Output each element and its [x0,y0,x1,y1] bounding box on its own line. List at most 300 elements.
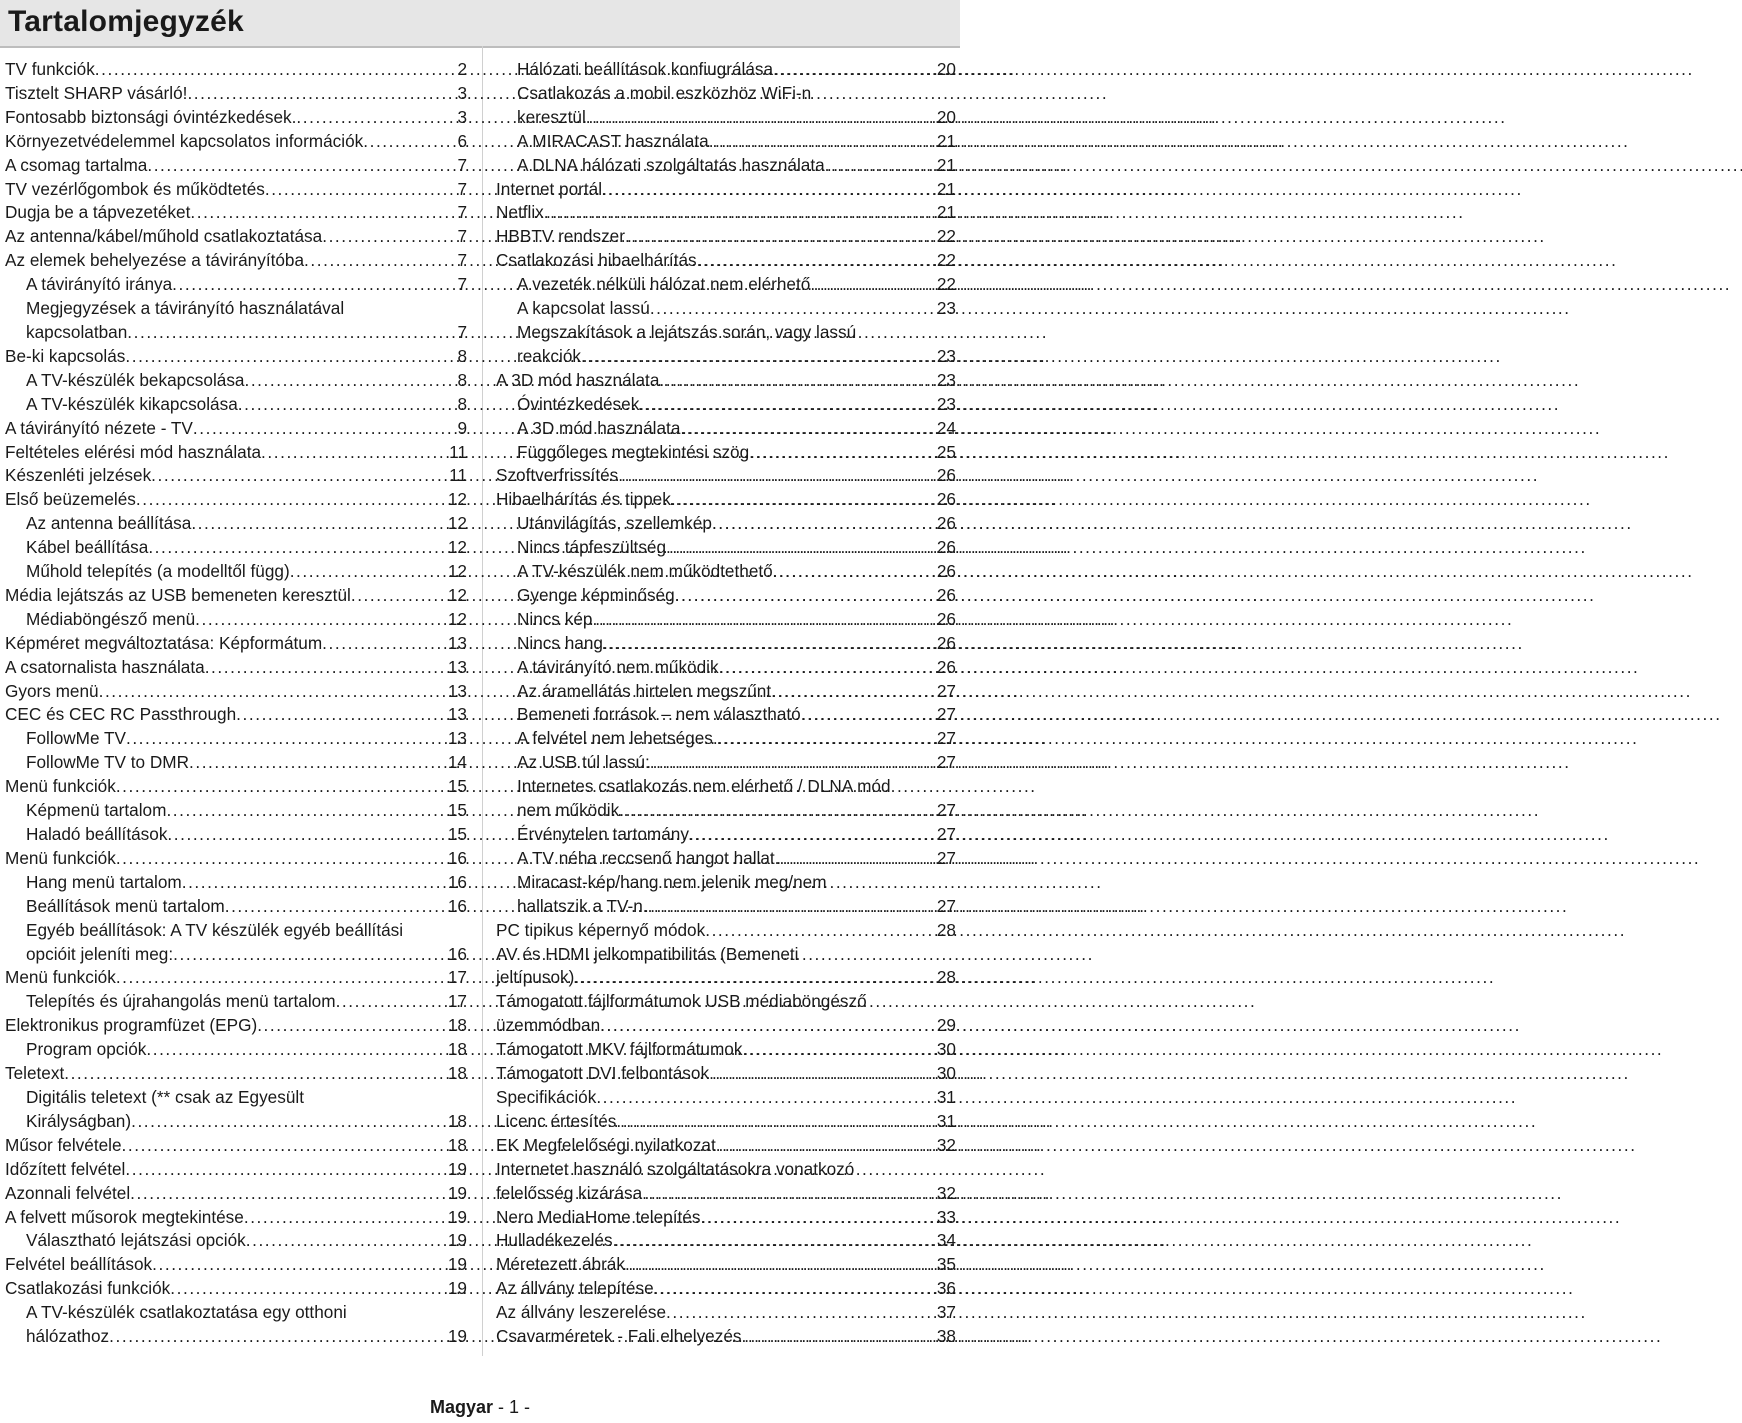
toc-entry[interactable] [496,560,956,584]
toc-entry[interactable] [496,1229,956,1253]
toc-entry-title: A DLNA hálózati szolgáltatás használata [517,154,825,175]
toc-entry-title-line: Digitális teletext (** csak az Egyesült [26,1086,304,1107]
toc-leader-dots [167,823,446,847]
toc-entry-title-line: Megjegyzések a távirányító használatával [26,298,345,319]
toc-entry-line [26,1325,467,1349]
toc-entry-title: Internet portál [496,178,603,199]
toc-page-number: 12 [447,489,467,510]
toc-entry-line [5,1182,467,1206]
toc-entry[interactable] [496,1134,956,1158]
toc-page-number: 13 [447,632,467,653]
toc-entry-title: A kapcsolat lassú [517,298,650,319]
toc-entry[interactable] [496,656,956,680]
toc-page-number: 15 [447,824,467,844]
toc-entry[interactable] [5,895,467,919]
toc-entry[interactable] [496,1062,956,1086]
toc-entry[interactable] [5,130,467,154]
toc-page-number: 18 [447,1015,467,1036]
toc-entry[interactable] [496,536,956,560]
footer-language: Magyar [429,1397,493,1417]
toc-entry-line [26,751,467,775]
toc-leader-dots [193,417,457,441]
toc-entry-title: Képmenü tartalom [26,800,167,821]
toc-entry[interactable] [496,1158,956,1206]
toc-entry-title: Gyenge képminőség [517,584,675,605]
toc-entry-line [496,1253,956,1277]
toc-entry-title: Készenléti jelzések [5,465,152,486]
toc-entry-line [517,273,956,297]
toc-left-column [5,58,467,1349]
toc-entry[interactable] [5,154,467,178]
toc-entry[interactable] [496,1301,956,1325]
toc-entry[interactable] [496,82,956,130]
toc-entry-line [496,1325,956,1349]
toc-entry-title: Médiaböngésző menü [26,608,196,629]
toc-entry[interactable] [5,680,467,704]
toc-entry-line [5,847,467,871]
toc-leader-dots [304,249,456,273]
toc-entry-line [496,1086,956,1110]
toc-entry-line [5,680,467,704]
toc-entry-line [5,656,467,680]
toc-entry-title: Tisztelt SHARP vásárló! [5,82,188,103]
toc-entry[interactable] [5,632,467,656]
footer-page-number: - 1 - [493,1397,531,1417]
toc-entry-line [5,464,467,488]
toc-page-number: 26 [936,465,956,486]
toc-entry-line [26,943,467,967]
toc-entry[interactable] [5,417,467,441]
toc-entry[interactable] [5,1253,467,1277]
toc-leader-dots [116,775,447,799]
toc-page-number: 26 [936,608,956,629]
toc-entry-title: Az USB túl lassú: [517,752,650,773]
toc-entry-line [517,799,956,823]
toc-entry[interactable] [496,1038,956,1062]
toc-page-number: 15 [447,800,467,821]
toc-entry-title-line: Támogatott fájlformátumok USB médiaböngésző [496,991,867,1012]
toc-page-number: 24 [936,417,956,438]
toc-leader-dots [712,512,936,536]
toc-entry-line [5,966,467,990]
toc-entry-title: Az antenna/kábel/műhold csatlakoztatása [5,226,323,247]
toc-leader-dots [689,823,936,847]
toc-entry-line [517,680,956,704]
toc-entry[interactable] [496,1206,956,1230]
toc-leader-dots [742,1038,935,1062]
toc-page-number: 27 [936,680,956,701]
toc-entry-title: Nincs kép [517,608,593,629]
toc-page-number: 13 [447,704,467,725]
toc-page-number: 17 [447,991,467,1012]
toc-entry-title: Hulladékezelés [496,1230,613,1251]
toc-page-number: 12 [447,537,467,558]
toc-page-number: 7 [457,178,467,199]
toc-entry-title: A távirányító nem működik [517,656,719,677]
toc-page-number: 38 [936,1326,956,1347]
toc-page-number: 31 [936,1086,956,1107]
toc-page-number: 26 [936,561,956,582]
toc-leader-dots [716,1134,936,1158]
toc-entry-line [496,1182,956,1206]
toc-entry[interactable] [5,201,467,225]
toc-entry[interactable] [5,464,467,488]
toc-entry[interactable] [496,1325,956,1349]
toc-leader-dots [592,608,935,632]
toc-leader-dots [261,441,448,465]
toc-leader-dots [125,1158,446,1182]
toc-entry-title: A csatornalista használata [5,656,205,677]
toc-entry-title: Szoftverfrissítés [496,465,619,486]
toc-entry[interactable] [496,369,956,393]
toc-entry[interactable] [496,441,956,465]
toc-entry-line [496,1134,956,1158]
toc-entry[interactable] [5,1062,467,1086]
toc-entry[interactable] [5,1182,467,1206]
toc-entry-line [496,1014,956,1038]
toc-entry[interactable] [496,417,956,441]
toc-entry[interactable] [496,847,956,871]
toc-entry-line [517,106,956,130]
toc-entry[interactable] [5,560,467,584]
toc-entry-line [5,154,467,178]
toc-entry[interactable] [5,703,467,727]
toc-leader-dots [257,1014,447,1038]
toc-leader-dots [771,680,936,704]
toc-entry[interactable] [5,584,467,608]
toc-entry[interactable] [5,512,467,536]
toc-entry-line [26,727,467,751]
toc-leader-dots [810,273,936,297]
toc-entry-line [517,417,956,441]
toc-entry[interactable] [5,536,467,560]
toc-entry[interactable] [496,1110,956,1134]
toc-page-number: 28 [936,967,956,988]
toc-entry-title: Hibaelhárítás és tippek [496,489,671,510]
toc-entry[interactable] [5,1206,467,1230]
toc-leader-dots [825,154,936,178]
toc-entry-line [517,751,956,775]
toc-entry-line [517,393,956,417]
toc-leader-dots [246,1229,447,1253]
toc-entry[interactable] [5,1014,467,1038]
toc-entry-line [517,584,956,608]
toc-leader-dots [148,536,447,560]
toc-page-number: 8 [457,393,467,414]
toc-entry[interactable] [496,943,956,991]
toc-entry-title: Függőleges megtekintési szög [517,441,750,462]
toc-page-number: 7 [457,250,467,271]
toc-page-number: 13 [447,680,467,701]
toc-leader-dots [127,321,456,345]
toc-entry[interactable] [496,130,956,154]
toc-entry[interactable] [496,178,956,202]
toc-entry-line [5,1277,467,1301]
toc-page-number: 7 [457,226,467,247]
toc-entry-line [496,249,956,273]
toc-entry[interactable] [496,775,956,823]
toc-entry[interactable] [5,249,467,273]
toc-page-number: 23 [936,298,956,319]
toc-page-number: 27 [936,704,956,725]
toc-leader-dots [544,201,936,225]
toc-leader-dots [650,751,936,775]
toc-page-number: 2 [457,59,467,79]
toc-entry-title: kapcsolatban [26,321,128,342]
toc-entry[interactable] [5,1158,467,1182]
toc-entry-line [26,273,467,297]
toc-entry-title: Támogatott MKV fájlformátumok [496,1039,743,1060]
toc-entry[interactable] [496,512,956,536]
toc-entry[interactable] [5,656,467,680]
toc-entry-title: Az állvány leszerelése [496,1302,667,1323]
toc-entry-title: FollowMe TV to DMR [26,752,189,773]
toc-leader-dots [616,1110,936,1134]
toc-page-number: 3 [457,106,467,127]
toc-entry-title: Műsor felvétele [5,1134,122,1155]
toc-page-number: 11 [449,441,467,462]
toc-entry[interactable] [496,727,956,751]
toc-entry[interactable] [5,727,467,751]
toc-page-number: 34 [936,1230,956,1251]
toc-leader-dots [801,703,936,727]
toc-entry-line [496,1277,956,1301]
toc-entry[interactable] [5,1038,467,1062]
toc-entry-title: Az elemek behelyezése a távirányítóba [5,250,305,271]
toc-entry-line [517,345,956,369]
toc-entry[interactable] [5,225,467,249]
toc-leader-dots [602,178,936,202]
toc-entry-title: Feltételes elérési mód használata [5,441,262,462]
toc-page-number: 13 [447,656,467,677]
toc-leader-dots [779,847,935,871]
toc-entry-line [5,1253,467,1277]
toc-entry-title: A 3D mód használata [496,369,660,390]
toc-entry[interactable] [496,321,956,369]
toc-entry[interactable] [5,488,467,512]
toc-entry[interactable] [5,1301,467,1349]
toc-entry-line [5,225,467,249]
toc-entry[interactable] [496,990,956,1038]
toc-entry[interactable] [5,775,467,799]
toc-entry[interactable] [5,1086,467,1134]
toc-leader-dots [166,799,446,823]
toc-entry-title: Csavarméretek - Fali elhelyezés [496,1326,742,1347]
toc-entry-line [5,130,467,154]
toc-entry[interactable] [5,799,467,823]
toc-entry-line [517,656,956,680]
toc-leader-dots [182,871,447,895]
toc-leader-dots [136,488,447,512]
toc-entry-line [5,488,467,512]
toc-entry[interactable] [496,225,956,249]
toc-page-number: 36 [936,1278,956,1299]
toc-leader-dots [671,488,936,512]
toc-entry[interactable] [5,178,467,202]
toc-entry[interactable] [496,393,956,417]
toc-entry[interactable] [5,608,467,632]
toc-entry-title: Időzített felvétel [5,1158,126,1179]
toc-entry[interactable] [496,680,956,704]
toc-leader-dots [741,1325,935,1349]
toc-entry[interactable] [496,1277,956,1301]
toc-entry-line [496,225,956,249]
toc-entry[interactable] [5,966,467,990]
toc-entry-line [26,512,467,536]
toc-entry-title: Az antenna beállítása [26,513,192,534]
toc-entry[interactable] [5,106,467,130]
toc-page-number: 16 [447,847,467,868]
toc-page-number: 21 [936,178,956,199]
toc-entry[interactable] [496,632,956,656]
toc-leader-dots [666,1301,936,1325]
toc-leader-dots [675,584,936,608]
toc-entry-line [496,369,956,393]
toc-entry[interactable] [496,823,956,847]
toc-page-number: 18 [447,1110,467,1131]
toc-entry[interactable] [496,751,956,775]
toc-entry[interactable] [5,1134,467,1158]
toc-entry[interactable] [5,297,467,345]
toc-entry[interactable] [5,58,467,82]
toc-entry[interactable] [5,82,467,106]
toc-page-number: 16 [447,895,467,916]
toc-entry-line [26,560,467,584]
toc-entry-line [26,895,467,919]
toc-page-number: 18 [447,1134,467,1155]
toc-entry[interactable] [496,201,956,225]
toc-entry-title: EK Megfelelőségi nyilatkozat [496,1134,716,1155]
toc-entry[interactable] [5,990,467,1014]
toc-entry[interactable] [5,871,467,895]
toc-page-number: 22 [936,274,956,295]
toc-entry[interactable] [496,488,956,512]
toc-page-number: 12 [447,513,467,534]
toc-entry-title: Választható lejátszási opciók [26,1230,246,1251]
toc-leader-dots [205,656,447,680]
toc-entry[interactable] [496,608,956,632]
toc-entry[interactable] [5,273,467,297]
toc-entry[interactable] [496,919,956,943]
toc-entry[interactable] [5,345,467,369]
toc-entry[interactable] [496,297,956,321]
toc-entry-line [5,584,467,608]
toc-page-number: 8 [457,345,467,366]
toc-page-number: 19 [447,1182,467,1203]
toc-page-number: 21 [936,130,956,151]
toc-entry-title: Licenc értesítés [496,1110,617,1131]
page-title: Tartalomjegyzék [8,5,244,38]
toc-entry-title: Program opciók [26,1039,147,1060]
toc-entry-line [5,201,467,225]
toc-entry-line [496,201,956,225]
toc-entry-line [517,703,956,727]
toc-page-number: 21 [936,154,956,175]
toc-page-number: 26 [936,489,956,510]
toc-page-number: 15 [447,776,467,797]
toc-entry-line [496,966,956,990]
toc-entry-title: Támogatott DVI felbontások [496,1063,710,1084]
title-bar [0,0,960,48]
toc-entry[interactable] [5,1277,467,1301]
toc-entry[interactable] [496,464,956,488]
toc-entry[interactable] [5,847,467,871]
toc-entry-title: felelősség kizárása [496,1182,643,1203]
toc-entry[interactable] [496,58,956,82]
toc-entry[interactable] [496,249,956,273]
toc-entry-title: Teletext [5,1063,65,1084]
toc-entry[interactable] [5,919,467,967]
toc-entry-title: jeltípusok) [496,967,575,988]
toc-leader-dots [265,178,457,202]
toc-entry[interactable] [496,584,956,608]
toc-leader-dots [170,1277,447,1301]
toc-entry[interactable] [5,441,467,465]
toc-leader-dots [642,1182,936,1206]
toc-entry-title: Be-ki kapcsolás [5,345,126,366]
toc-entry[interactable] [496,871,956,919]
toc-entry[interactable] [5,393,467,417]
toc-entry[interactable] [496,1086,956,1110]
toc-page-number: 21 [936,202,956,223]
toc-leader-dots [574,966,936,990]
toc-entry-line [26,321,467,345]
toc-leader-dots [126,727,447,751]
toc-entry[interactable] [5,751,467,775]
toc-entry-line [517,130,956,154]
toc-entry-line [517,512,956,536]
toc-leader-dots [244,369,456,393]
toc-entry-line [517,847,956,871]
toc-entry[interactable] [5,1229,467,1253]
toc-page-number: 27 [936,752,956,773]
toc-entry-line [5,58,467,82]
toc-entry-title: Nincs tápfeszültség [517,537,667,558]
toc-entry-title: A távirányító nézete - TV [5,417,193,438]
toc-page-number: 27 [936,895,956,916]
toc-entry[interactable] [5,823,467,847]
toc-entry-line [26,823,467,847]
toc-leader-dots [603,632,936,656]
toc-page-number: 32 [936,1182,956,1203]
toc-entry-line [5,1206,467,1230]
toc-entry-title-line: A TV-készülék csatlakoztatása egy otthoni [26,1302,347,1323]
toc-entry-title: A TV-készülék kikapcsolása [26,393,238,414]
toc-leader-dots [187,82,456,106]
toc-entry-line [26,871,467,895]
toc-leader-dots [648,895,936,919]
toc-entry-title: Média lejátszás az USB bemeneten keresztül [5,584,351,605]
toc-leader-dots [697,249,936,273]
toc-entry[interactable] [496,703,956,727]
toc-entry[interactable] [5,369,467,393]
toc-entry[interactable] [496,1253,956,1277]
toc-entry-title-line: AV és HDMI jelkompatibilitás (Bemeneti [496,943,799,964]
toc-entry-title: opcióit jeleníti meg: [26,943,174,964]
toc-entry-title: Környezetvédelemmel kapcsolatos információk [5,130,364,151]
toc-leader-dots [191,512,447,536]
toc-entry[interactable] [496,273,956,297]
toc-entry-title: CEC és CEC RC Passthrough [5,704,237,725]
toc-entry[interactable] [496,154,956,178]
toc-page-number: 7 [457,274,467,295]
toc-entry-line [26,799,467,823]
toc-page-number: 27 [936,847,956,868]
toc-leader-dots [225,895,447,919]
toc-entry-title: Haladó beállítások [26,824,168,844]
toc-entry-title: Bemeneti források – nem választható [517,704,801,725]
toc-entry-title-line: Csatlakozás a mobil eszközhöz WiFi-n [517,82,812,103]
